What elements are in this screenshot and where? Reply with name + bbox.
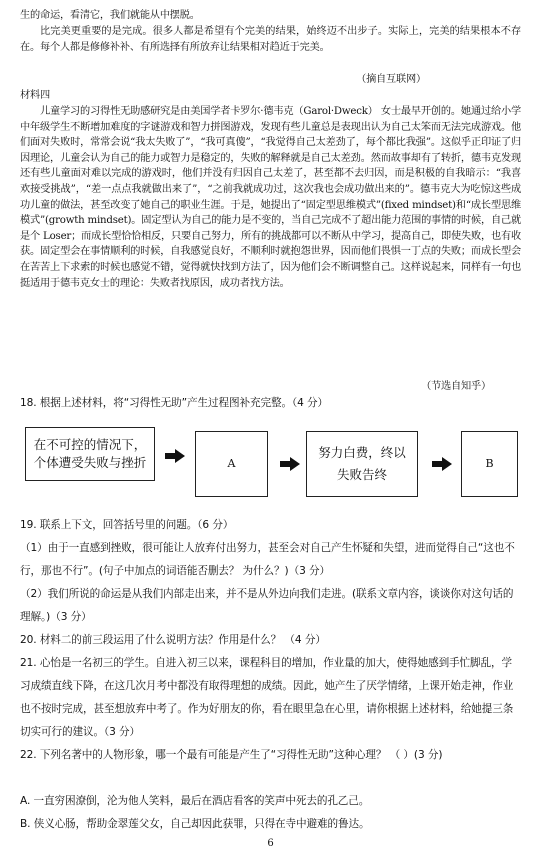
- para1-tail: 生的命运，看清它，我们就能从中摆脱。: [20, 10, 200, 21]
- material4-text: 儿童学习的习得性无助感研究是由美国学者卡罗尔·德韦克（Garol·Dweck） 女士最早开创的。她通过给小学中年级学生不断增加难度的字谜游戏和智力拼图游戏，发现有些儿童总是表现出认为自己太笨而无法完成游戏。他们面对失败时，常常会说“我太失败了”，“我可真傻”，“我觉得自己太差劲了，每个都比我强”。这似乎正印证了归因理论，儿童会认为自己的能力或智力是稳定的，失败的解释就是自己太差劲。然而故事却有了转折，德韦克发现还有些儿童面对难以完成的游戏时，他们并没有归因自己太差了，甚至都不去归因，而是积极的自我暗示：“我喜欢接受挑战”，“差一点点我就做出来了”，“之前我就成功过，这次我也会成功做出来的”。德韦克大为吃惊这些成功儿童的做法，甚至改变了她自己的职业生涯。于是，她提出了“固定型思维模式”(fixed mindset)和“成长型思维模式”(growth mindset)。固定型认为自己的能力是不变的，当自己完成不了超出能力范围的事情的时候，自己就是个 Loser；而成长型恰恰相反，只要自己努力，所有的挑战都可以不断从中学习，提高自己，即使失败，也有收获。固定型会在事情顺利的时候，自我感觉良好，不顺利时就抱怨世界，因而他们畏惧一丁点的失败；而成长型会在苦苦上下求索的时候也感觉不错，觉得就快找到方法了，因为他们会不断调整自己。这样说起来，同样有一句也挺适用于德韦克女士的理论：失败者找原因，成功者找方法。: [20, 106, 521, 289]
- right-arrow-icon: [280, 457, 300, 471]
- para-perfection: 比完美更重要的是完成。很多人都是希望有个完美的结果，始终迈不出步子。实际上，完美的结果根本不存在。每个人都是修修补补、有所选择有所放弃让结果相对趋近于完美。: [20, 26, 521, 53]
- question-22: 22. 下列名著中的人物形象，哪一个最有可能是产生了“习得性无助”这种心理？ （ ）(3 分): [20, 749, 443, 761]
- source-internet: （摘自互联网）: [356, 74, 426, 85]
- question-19: 19. 联系上下文，回答括号里的问题。（6 分）: [20, 519, 234, 531]
- question-21: 21. 心怡是一名初三的学生。自进入初三以来，课程科目的增加，作业量的加大，使得她感到手忙脚乱，学习成绩直线下降，在这几次月考中都没有取得理想的成绩。因此，她产生了厌学情绪，上课开始走神，作业也不按时完成，甚至想放弃中考了。作为好朋友的你，看在眼里急在心里，请你根据上述材料，给她提三条切实可行的建议。（3 分）: [20, 657, 514, 738]
- diagram-box-futile: 努力白费，终以失败告终: [306, 431, 418, 497]
- question-19-1: （1）由于一直感到挫败，很可能让人放弃付出努力，甚至会对自己产生怀疑和失望，进而觉得自己“这也不行，那也不行”。(句子中加点的词语能否删去？ 为什么？)（3 分）: [20, 542, 515, 577]
- source-zhihu: （节选自知乎）: [421, 381, 491, 392]
- diagram-box-b: B: [461, 431, 518, 497]
- right-arrow-icon: [432, 457, 452, 471]
- right-arrow-icon: [165, 449, 185, 463]
- diagram-box-start: 在不可控的情况下，个体遭受失败与挫折: [25, 427, 155, 481]
- page-number: 6: [267, 838, 274, 849]
- diagram-box-a: A: [195, 431, 268, 497]
- option-a: A. 一直穷困潦倒，沦为他人笑料，最后在酒店看客的笑声中死去的孔乙己。: [20, 795, 370, 807]
- option-b: B. 侠义心肠，帮助金翠莲父女，自己却因此获罪，只得在寺中避难的鲁达。: [20, 818, 370, 830]
- question-20: 20. 材料二的前三段运用了什么说明方法？作用是什么？ （4 分）: [20, 634, 326, 646]
- question-19-2: （2）我们所说的命运是从我们内部走出来，并不是从外边向我们走进。(联系文章内容，谈谈你对这句话的理解。)（3 分）: [20, 588, 514, 623]
- question-18: 18. 根据上述材料，将“习得性无助”产生过程图补充完整。（4 分）: [20, 397, 329, 409]
- material4-title: 材料四: [20, 90, 50, 101]
